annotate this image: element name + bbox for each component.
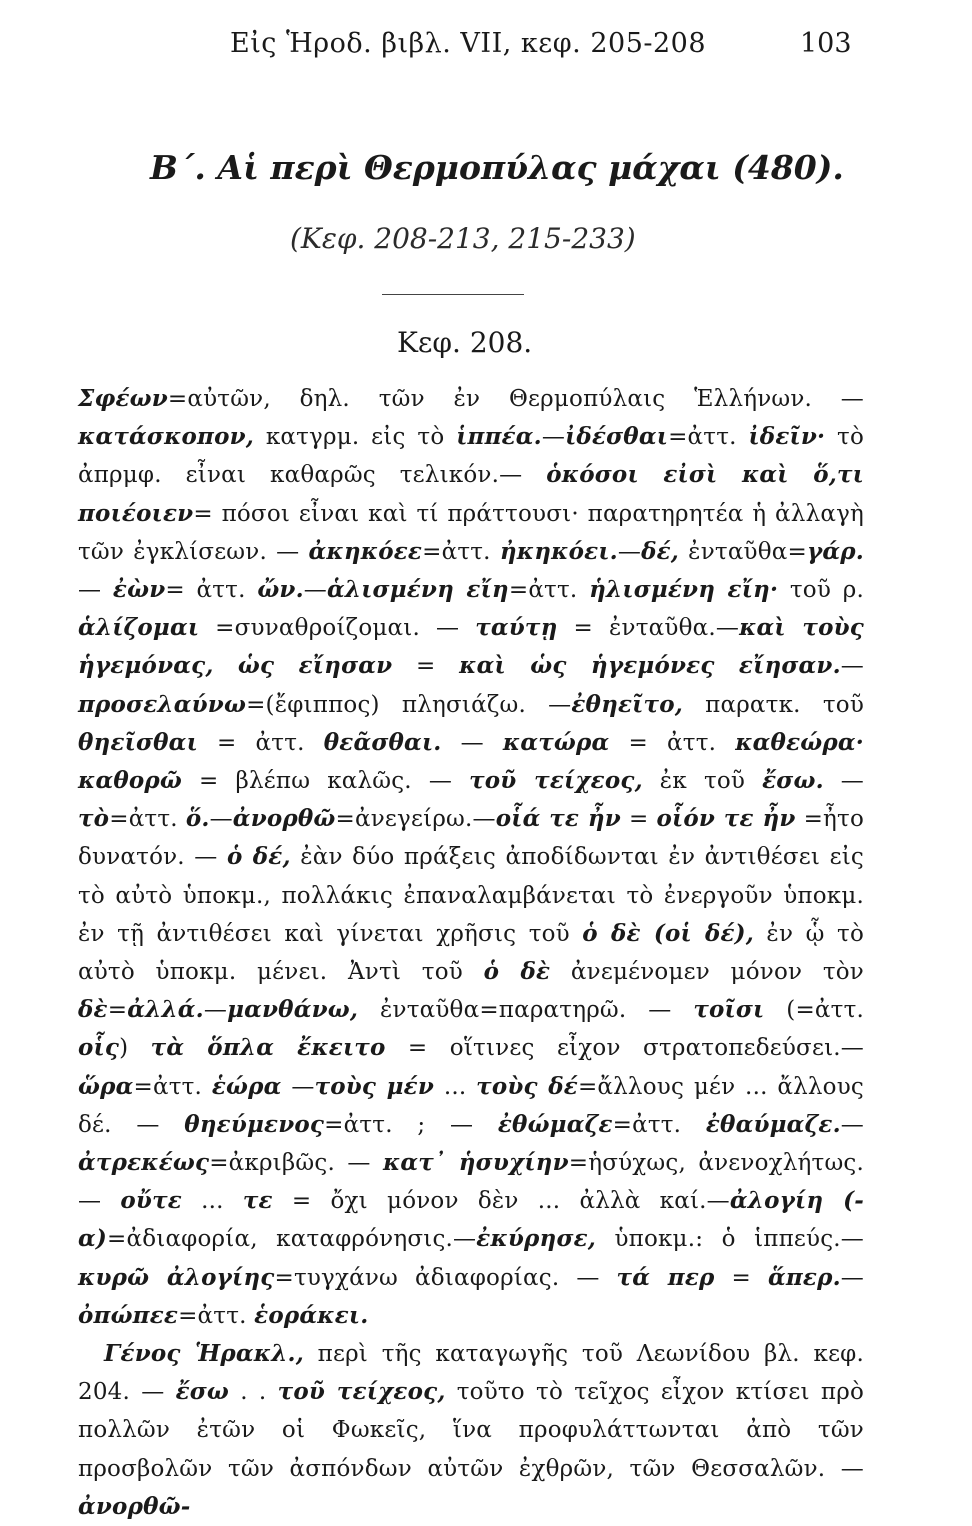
lemma-term: ὀπώπεε (78, 1301, 179, 1329)
gloss-text: παρατκ. τοῦ (682, 691, 865, 718)
gloss-text: = (714, 1264, 768, 1291)
lemma-term: τοὺς δέ (476, 1072, 578, 1100)
gloss-text: = ὄχι μόνον δὲν ... ἀλλὰ καί.— (272, 1188, 730, 1215)
gloss-text: — (840, 653, 864, 680)
lemma-term: οἷά τε ἦν (495, 805, 621, 833)
gloss-text: =ἀττ. ; — (324, 1111, 498, 1138)
lemma-term: ἐθώμαζε (497, 1110, 613, 1138)
lemma-term: ἔσω. (762, 767, 824, 795)
gloss-text: =ἄλλους μέν ... ἄλλους δέ. — (78, 1073, 864, 1138)
gloss-text: ... (434, 1073, 477, 1100)
chapter-heading: Κεφ. 208. (397, 326, 533, 359)
gloss-text: — (78, 577, 113, 604)
lemma-term: οἷς (78, 1034, 120, 1062)
gloss-text: — (541, 424, 566, 451)
lemma-term: ἁλίζομαι (78, 614, 200, 642)
lemma-term: ὁκόσοι εἰσὶ καὶ ὅ,τι ποιέοιεν (78, 461, 864, 527)
lemma-term: ἡλισμένη εἴη· (589, 576, 779, 604)
gloss-text: =ἀνεγείρω.— (335, 806, 496, 833)
gloss-text: ἀνεμένομεν μόνον τὸν (550, 959, 864, 986)
section-title: Β΄. Αἱ περὶ Θερμοπύλας μάχαι (480). (150, 148, 844, 187)
gloss-text: ἐνταῦθα= (679, 538, 807, 565)
lemma-term: ἀλογίη (-α) (78, 1187, 864, 1253)
lemma-term: τοὺς μέν (314, 1072, 435, 1100)
lemma-term: κατ᾽ ἡσυχίην (382, 1149, 569, 1177)
lemma-term: ἀνορθῶ (232, 805, 336, 833)
gloss-text: ἐν ᾧ τὸ αὐτὸ ὑποκμ. μένει. Ἀντὶ τοῦ (78, 920, 864, 986)
gloss-text: — (303, 577, 327, 604)
lemma-term: ἐὼν (112, 576, 166, 604)
gloss-text: =ἦτο δυνατόν. — (78, 806, 865, 871)
lemma-term: ὁ δέ, (227, 843, 291, 871)
gloss-text: — (281, 1073, 315, 1100)
gloss-text: = ἀττ. (197, 729, 324, 756)
lemma-term: θηεύμενος (184, 1110, 325, 1138)
lemma-term: τὸ (78, 805, 110, 833)
lemma-term: τά περ (616, 1263, 715, 1291)
lemma-term: μανθάνω, (227, 996, 359, 1024)
lemma-term: ὥρα (78, 1072, 134, 1100)
lemma-term: προσελαύνω (78, 690, 247, 718)
gloss-text: =ἀττ. (508, 577, 590, 604)
gloss-text: — (203, 997, 228, 1024)
lemma-term: τοῦ τείχεος, (469, 767, 643, 795)
lemma-term: ὁ δὲ (οἱ δέ), (582, 919, 754, 947)
gloss-text: =ἀττ. (109, 806, 186, 833)
lemma-term: ἰδεῖν· (748, 423, 826, 451)
gloss-text: ἐνταῦθα=παρατηρῶ. — (358, 997, 694, 1024)
gloss-text: = (392, 653, 460, 680)
lemma-term: δὲ (78, 996, 108, 1024)
gloss-text: = ἀττ. (165, 577, 258, 604)
lemma-term: ἀκηκόεε (308, 537, 423, 565)
gloss-text: ) (119, 1035, 151, 1062)
gloss-text: =συναθροίζομαι. — (199, 615, 476, 642)
lemma-term: κατώρα (502, 728, 610, 756)
gloss-text: =ἀττ. (668, 424, 749, 451)
gloss-text: ... (181, 1188, 243, 1215)
gloss-text: ἐὰν δύο πράξεις ἀποδίδωνται ἐν ἀντιθέσει εἰς τὸ αὐτὸ ὑποκμ., πολλάκις ἐπαναλαμβάνεται τὸ ἐνεργοῦν ὑποκμ. ἐν τῇ ἀντιθέσει καὶ γίνεται χρῆσις τοῦ (78, 844, 864, 947)
gloss-text: — (617, 538, 642, 565)
gloss-text: — (209, 806, 233, 833)
commentary-body (78, 380, 864, 1526)
gloss-text: = οἵτινες εἶχον στρατοπεδεύσει.— (385, 1035, 864, 1062)
gloss-text: =ἀδιαφορία, καταφρόνησις.— (106, 1226, 477, 1253)
lemma-term: ἅπερ. (767, 1263, 841, 1291)
lemma-term: ἀνορθῶ- (78, 1492, 191, 1520)
gloss-text: =ἀττ. (133, 1073, 212, 1100)
gloss-text: =ἡσύχως, ἀνενοχλήτως.— (78, 1150, 864, 1215)
lemma-term: ἑώρα (211, 1072, 282, 1100)
lemma-term: ἀλλά. (127, 996, 204, 1024)
lemma-term: ὅ. (185, 805, 210, 833)
gloss-text: — (840, 1111, 864, 1138)
lemma-term: Γένος Ἡρακλ., (104, 1340, 304, 1368)
lemma-term: ὁ δὲ (483, 958, 551, 986)
lemma-term: θεᾶσθαι. (323, 728, 442, 756)
lemma-term: οἷόν τε ἦν (656, 805, 796, 833)
lemma-term: ἠκηκόει. (499, 537, 618, 565)
lemma-term: ἐθαύμαζε. (705, 1110, 841, 1138)
gloss-text: =αὐτῶν, δηλ. τῶν ἐν Θερμοπύλαις Ἑλλήνων. — (167, 386, 864, 412)
gloss-text: (=ἀττ. (764, 997, 865, 1024)
lemma-term: ἑοράκει. (254, 1301, 369, 1329)
gloss-text: ὑποκμ.: ὁ ἱππεύς.— (596, 1226, 865, 1253)
gloss-text: τοῦτο τὸ τεῖχος εἶχον κτίσει πρὸ πολλῶν ἐτῶν οἱ Φωκεῖς, ἵνα προφυλάττωνται ἀπὸ τῶν προσβολῶν τῶν ἀσπόνδων αὐτῶν ἐχθρῶν, τῶν Θεσσαλῶν. — (78, 1379, 865, 1482)
lemma-term: ἐθηεῖτο, (571, 690, 683, 718)
lemma-term: κυρῶ ἀλογίης (78, 1263, 275, 1291)
divider-rule (382, 294, 524, 295)
gloss-text: =(ἔφιππος) πλησιάζω. — (246, 691, 572, 718)
gloss-text: — (441, 729, 503, 756)
lemma-term: τε (242, 1187, 273, 1215)
lemma-term: τοῖσι (693, 996, 765, 1024)
lemma-term: τοῦ τείχεος, (277, 1378, 446, 1406)
gloss-text: =τυγχάνω ἀδιαφορίας. — (274, 1264, 617, 1291)
lemma-term: ἁλισμένη εἴη (327, 576, 509, 604)
commentary-paragraph (78, 1335, 864, 1526)
lemma-term: ἱππέα. (456, 423, 542, 451)
gloss-text: = (107, 997, 128, 1024)
lemma-term: καὶ ὡς ἡγεμόνες εἴησαν. (459, 652, 841, 680)
gloss-text: =ἀττ. (422, 538, 500, 565)
gloss-text: = πόσοι εἶναι καὶ τί πράττουσι· παρατηρητέα ἡ ἀλλαγὴ τῶν ἐγκλίσεων. — (78, 500, 864, 565)
gloss-text: ἐκ τοῦ (642, 768, 763, 795)
gloss-text: = ἀττ. (609, 729, 736, 756)
gloss-text: τὸ ἀπρμφ. εἶναι καθαρῶς τελικόν.— (78, 424, 865, 489)
lemma-term: δέ, (641, 537, 679, 565)
lemma-term: ἀτρεκέως (78, 1149, 210, 1177)
gloss-text: =ἀκριβῶς. — (209, 1150, 383, 1177)
lemma-term: ἔσω (175, 1378, 230, 1406)
lemma-term: κατάσκοπον, (78, 423, 254, 451)
running-head: Εἰς Ἡροδ. βιβλ. VII, κεφ. 205-208 (230, 28, 707, 59)
lemma-term: τὰ ὅπλα ἔκειτο (150, 1034, 386, 1062)
gloss-text: τοῦ ρ. (778, 577, 864, 604)
gloss-text: περὶ τῆς καταγωγῆς τοῦ Λεωνίδου βλ. κεφ. 204. — (78, 1341, 865, 1406)
gloss-text: κατγρμ. εἰς τὸ (254, 424, 457, 451)
lemma-term: ταύτῃ (475, 614, 558, 642)
gloss-text: . . (229, 1379, 278, 1406)
commentary-paragraph (78, 380, 864, 1335)
lemma-term: καὶ τοὺς ἡγεμόνας, ὡς εἴησαν (78, 614, 864, 680)
lemma-term: οὔτε (120, 1187, 182, 1215)
lemma-term: ἐκύρησε, (476, 1225, 597, 1253)
lemma-term: Σφέων (78, 385, 168, 412)
gloss-text: = βλέπω καλῶς. — (182, 768, 470, 795)
gloss-text: =ἀττ. (178, 1302, 255, 1329)
gloss-text: = ἐνταῦθα.— (557, 615, 740, 642)
lemma-term: καθεώρα· καθορῶ (78, 728, 864, 795)
lemma-term: ὤν. (257, 576, 304, 604)
gloss-text: = (620, 806, 657, 833)
gloss-text: — (840, 1264, 864, 1291)
page-number: 103 (800, 28, 852, 59)
lemma-term: ἰδέσθαι (565, 423, 669, 451)
gloss-text: =ἀττ. (612, 1111, 706, 1138)
gloss-text: — (823, 768, 864, 795)
lemma-term: γάρ. (807, 537, 864, 565)
chapter-range: (Κεφ. 208-213, 215-233) (290, 222, 636, 255)
lemma-term: θηεῖσθαι (78, 728, 198, 756)
